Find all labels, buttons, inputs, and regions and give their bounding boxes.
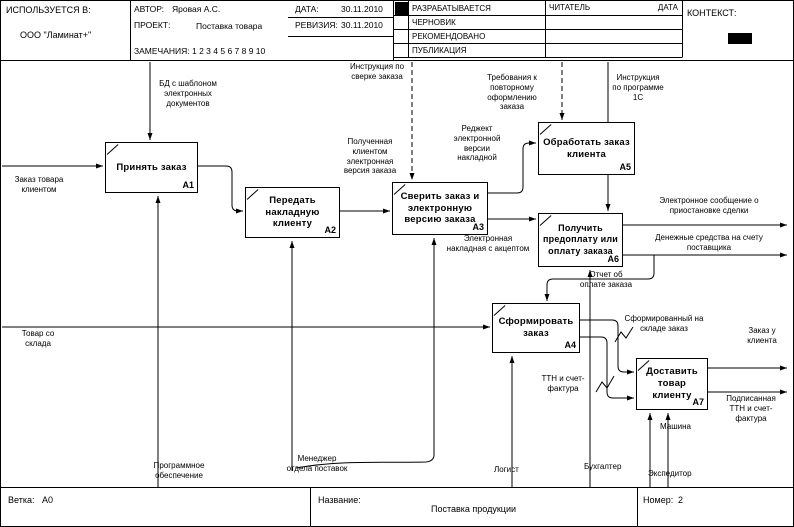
number-value: 2 — [678, 495, 684, 505]
activity-title: Сформировать заказ — [498, 316, 574, 339]
author-label: АВТОР: — [134, 4, 165, 14]
diagram-name-value: Поставка продукции — [430, 504, 516, 514]
author-value: Яровая А.С. — [172, 4, 221, 14]
status-marker — [395, 2, 408, 15]
activity-box-a1[interactable] — [105, 142, 198, 193]
arrow-label-suspend-msg: Электронное сообщение о приостановке сделки — [659, 196, 759, 215]
used-in-label: ИСПОЛЬЗУЕТСЯ В: — [6, 5, 91, 15]
reader-date-column-label: ДАТА — [657, 3, 678, 12]
diagram-name-label: Название: — [318, 495, 361, 505]
activity-code: A5 — [619, 161, 631, 172]
activation-corner-icon — [494, 305, 506, 316]
activity-box-a2[interactable] — [245, 187, 340, 238]
activity-code: A1 — [182, 179, 194, 190]
mechanism-label-manager: Менеджер отдела поставок — [286, 454, 348, 473]
arrow-a1-to-a2 — [198, 166, 243, 211]
company-name: ООО "Ламинат+" — [20, 30, 92, 40]
activity-title: Обработать заказ клиента — [543, 136, 630, 160]
project-label: ПРОЕКТ: — [134, 20, 171, 30]
notes-label: ЗАМЕЧАНИЯ: — [134, 46, 190, 56]
activity-title: Передать накладную клиенту — [265, 194, 320, 230]
activity-title: Сверить заказ и электронную версию заказа — [400, 190, 480, 226]
number-label: Номер: — [643, 495, 674, 505]
activity-code: A4 — [564, 339, 576, 350]
arrow-label-ttn-invoice: ТТН и счет-фактура — [541, 374, 585, 393]
status-row-publication: ПУБЛИКАЦИЯ — [412, 46, 467, 55]
arrow-label-check-instruction: Инструкция по сверке заказа — [349, 62, 405, 81]
activity-code: A3 — [472, 221, 484, 232]
arrow-label-rework-req: Требования к повторному оформлению заказа — [487, 73, 537, 112]
arrow-label-warehouse-order: Сформированный на складе заказ — [624, 314, 704, 333]
arrow-label-goods-warehouse: Товар со склада — [21, 329, 55, 348]
mechanism-label-forwarder: Экспедитор — [648, 469, 692, 478]
arrow-label-client-order: Заказ у клиента — [747, 326, 777, 345]
activation-corner-icon — [107, 144, 119, 155]
date-value: 30.11.2010 — [341, 4, 383, 14]
activity-code: A6 — [607, 253, 619, 264]
arrow-label-waybill-accept: Электронная накладная с акцептом — [446, 234, 530, 253]
arrow-label-reject: Реджект электронной версии накладной — [453, 124, 501, 163]
branch-label: Ветка: — [8, 495, 35, 505]
arrow-label-db-templates: БД с шаблоном электронных документов — [159, 79, 217, 108]
activity-box-a6[interactable] — [538, 213, 623, 267]
project-value: Поставка товара — [196, 21, 263, 31]
activity-title: Доставить товар клиенту — [646, 366, 698, 401]
arrow-label-order-client: Заказ товара клиентом — [14, 175, 64, 194]
activity-title: Получить предоплату или оплату заказа — [542, 223, 619, 256]
reader-column-label: ЧИТАТЕЛЬ — [549, 3, 591, 12]
activity-box-a4[interactable] — [492, 303, 580, 353]
context-label: КОНТЕКСТ: — [687, 8, 737, 18]
squiggle-mark — [596, 376, 614, 392]
mechanism-label-accountant: Бухгалтер — [584, 462, 622, 471]
notes-values: 1 2 3 4 5 6 7 8 9 10 — [192, 46, 266, 56]
arrow-label-funds: Денежные средства на счету поставщика — [655, 233, 763, 252]
revision-value: 30.11.2010 — [341, 20, 383, 30]
status-row-developing: РАЗРАБАТЫВАЕТСЯ — [412, 4, 491, 13]
arrow-label-signed-ttn: Подписанная ТТН и счет-фактура — [726, 394, 776, 423]
activity-box-a5[interactable] — [538, 122, 635, 175]
branch-value: A0 — [42, 495, 54, 505]
context-marker — [728, 33, 752, 44]
arrow-label-instruction-1c: Инструкция по программе 1С — [612, 73, 664, 102]
mechanism-label-software: Программное обеспечение — [153, 461, 205, 480]
activity-box-a7[interactable] — [636, 358, 708, 410]
status-row-draft: ЧЕРНОВИК — [412, 18, 456, 27]
revision-label: РЕВИЗИЯ: — [295, 20, 338, 30]
activity-code: A7 — [692, 396, 704, 407]
activity-box-a3[interactable] — [392, 182, 488, 235]
arrow-manager-a3 — [296, 238, 434, 468]
activity-title: Принять заказ — [116, 161, 187, 173]
arrow-label-received-version: Полученная клиентом электронная версия заказа — [343, 137, 397, 176]
arrow-label-payment-report: Отчет об оплате заказа — [579, 270, 633, 289]
activation-corner-icon — [540, 124, 552, 135]
status-row-recommended: РЕКОМЕНДОВАНО — [412, 32, 486, 41]
mechanism-label-logist: Логист — [494, 465, 519, 474]
date-label: ДАТА: — [295, 4, 319, 14]
activity-code: A2 — [324, 224, 336, 235]
mechanism-label-car: Машина — [660, 422, 691, 431]
